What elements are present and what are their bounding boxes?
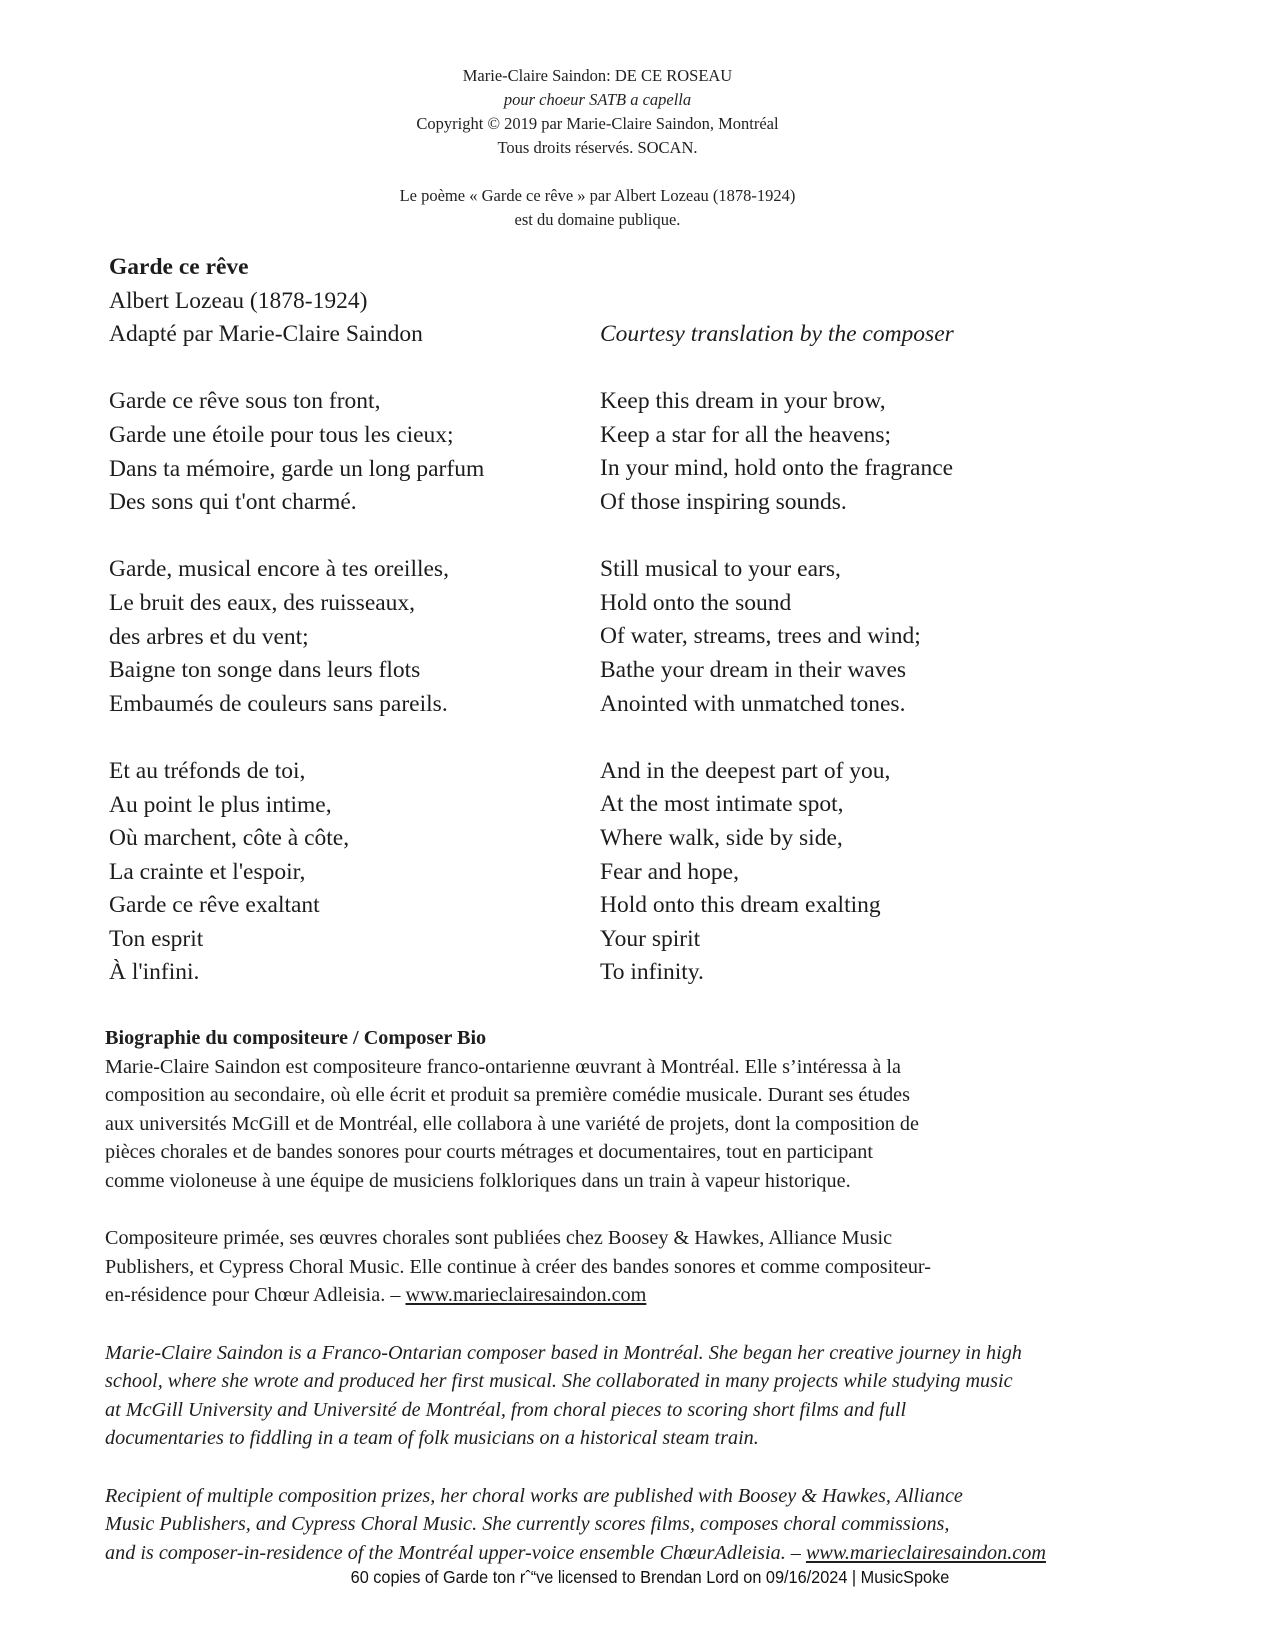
header-title: Marie-Claire Saindon: DE CE ROSEAU [462, 66, 733, 85]
stanza-en-2 [600, 553, 1120, 721]
poem-line: Dans ta mémoire, garde un long parfum [109, 455, 485, 482]
bio-line: Recipient of multiple composition prizes, her choral works are published with Boosey & Hawkes, Alliance [105, 1484, 963, 1507]
stanza-fr-3 [109, 755, 589, 990]
bio-line: Compositeure primée, ses œuvres chorales sont publiées chez Boosey & Hawkes, Alliance Music [105, 1227, 893, 1250]
poem-line: Garde, musical encore à tes oreilles, [109, 556, 449, 583]
header-rights: Tous droits réservés. SOCAN. [497, 138, 698, 157]
header-subtitle: pour choeur SATB a capella [503, 90, 692, 109]
poem-author: Albert Lozeau (1878-1924) [109, 287, 368, 314]
poem-line: Keep a star for all the heavens; [600, 421, 892, 448]
bio-fr-paragraph-1 [105, 1053, 1105, 1196]
poem-line: Of water, streams, trees and wind; [600, 623, 921, 650]
poem-line: Keep this dream in your brow, [600, 388, 886, 415]
stanza-en-3 [600, 755, 1120, 990]
poem-line: Et au tréfonds de toi, [109, 757, 306, 784]
license-footer: 60 copies of Garde ton rˆ“ve licensed to Brendan Lord on 09/16/2024 | MusicSpoke [350, 1567, 950, 1587]
poem-english [600, 318, 1120, 990]
poem-line: Baigne ton songe dans leurs flots [109, 657, 421, 684]
bio-line: composition au secondaire, où elle écrit et produit sa première comédie musicale. Durant ses études [105, 1084, 910, 1107]
bio-line: comme violoneuse à une équipe de musiciens folkloriques dans un train à vapeur historique. [105, 1169, 851, 1192]
bio-line: Marie-Claire Saindon is a Franco-Ontarian composer based in Montréal. She began her creative journey in high [105, 1341, 1022, 1364]
bio-line: Marie-Claire Saindon est compositeure franco-ontarienne œuvrant à Montréal. Elle s’intéressa à la [105, 1055, 901, 1078]
poem-line: Hold onto this dream exalting [600, 892, 881, 919]
bio-line: pièces chorales et de bandes sonores pour courts métrages et documentaires, tout en participant [105, 1141, 873, 1164]
spacer [0, 160, 1195, 184]
header-copyright: Copyright © 2019 par Marie-Claire Saindon, Montréal [416, 114, 779, 133]
bio-line: at McGill University and Université de Montréal, from choral pieces to scoring short films and full [105, 1398, 907, 1421]
poem-line: Hold onto the sound [600, 589, 792, 616]
poem-line: Anointed with unmatched tones. [600, 690, 906, 717]
bio-en-paragraph-1 [105, 1339, 1105, 1453]
poem-line: Bathe your dream in their waves [600, 656, 907, 683]
poem-line: To infinity. [600, 959, 704, 986]
poem-adapted-by: Adapté par Marie-Claire Saindon [109, 321, 423, 348]
translation-heading: Courtesy translation by the composer [600, 321, 954, 347]
spacer [109, 721, 589, 755]
stanza-fr-1 [109, 385, 589, 519]
poem-line: Your spirit [600, 925, 701, 952]
spacer [105, 1310, 1105, 1339]
poem-line: Embaumés de couleurs sans pareils. [109, 690, 448, 717]
spacer [109, 520, 589, 554]
bio-line: Publishers, et Cypress Choral Music. Elle continue à créer des bandes sonores et comme compositeur- [105, 1255, 931, 1278]
bio-en-paragraph-2 [105, 1482, 1105, 1568]
spacer [600, 721, 1120, 755]
poem-line: La crainte et l'espoir, [109, 858, 306, 885]
spacer [105, 1453, 1105, 1482]
website-link-en[interactable]: www.marieclairesaindon.com [805, 1541, 1046, 1564]
poem-line: Still musical to your ears, [600, 556, 841, 583]
poem-line: Fear and hope, [600, 858, 739, 885]
poem-line: Ton esprit [109, 925, 204, 952]
poem-title: Garde ce rêve [109, 254, 249, 280]
header-poem-credit: Le poème « Garde ce rêve » par Albert Lozeau (1878-1924) [399, 186, 796, 205]
bio-line: aux universités McGill et de Montréal, elle collabora à une variété de projets, dont la composition de [105, 1112, 919, 1135]
bio-line: Music Publishers, and Cypress Choral Music. She currently scores films, composes choral commissions, [105, 1513, 950, 1536]
stanza-en-1 [600, 385, 1120, 519]
poem-line: Des sons qui t'ont charmé. [109, 489, 357, 516]
bio-line [105, 1281, 1105, 1310]
poem-line: Where walk, side by side, [600, 824, 843, 851]
header-public-domain: est du domaine publique. [514, 210, 681, 229]
poem-line: Le bruit des eaux, des ruisseaux, [109, 589, 416, 616]
poem-line: Où marchent, côte à côte, [109, 825, 350, 852]
bio-line-text: and is composer-in-residence of the Montréal upper-voice ensemble ChœurAdleisia. – [105, 1541, 806, 1564]
bio-line: school, where she wrote and produced her first musical. She collaborated in many projects while studying music [105, 1370, 1013, 1393]
poem-line: Garde une étoile pour tous les cieux; [109, 421, 454, 448]
composer-bio [105, 1024, 1105, 1567]
poem-line: Au point le plus intime, [109, 791, 332, 818]
poem-line: Garde ce rêve sous ton front, [109, 388, 381, 415]
score-header [0, 64, 1195, 232]
bio-line [105, 1539, 1105, 1568]
spacer [105, 1196, 1105, 1225]
bio-line-text: en-résidence pour Chœur Adleisia. – [105, 1284, 406, 1307]
poem-line: And in the deepest part of you, [600, 757, 891, 784]
stanza-fr-2 [109, 553, 589, 721]
poem-line: Of those inspiring sounds. [600, 488, 847, 515]
poem-line: À l'infini. [109, 959, 200, 986]
poem-line: Garde ce rêve exaltant [109, 892, 320, 919]
website-link-fr[interactable]: www.marieclairesaindon.com [405, 1284, 647, 1307]
spacer [600, 352, 1120, 386]
spacer [600, 520, 1120, 554]
poem-french [109, 251, 589, 990]
poem-line: At the most intimate spot, [600, 791, 844, 818]
spacer [109, 352, 589, 386]
bio-fr-paragraph-2 [105, 1224, 1105, 1310]
poem-line: In your mind, hold onto the fragrance [600, 455, 954, 482]
poem-line: des arbres et du vent; [109, 623, 309, 650]
bio-line: documentaries to fiddling in a team of folk musicians on a historical steam train. [105, 1427, 759, 1450]
bio-heading: Biographie du compositeure / Composer Bio [105, 1027, 487, 1049]
